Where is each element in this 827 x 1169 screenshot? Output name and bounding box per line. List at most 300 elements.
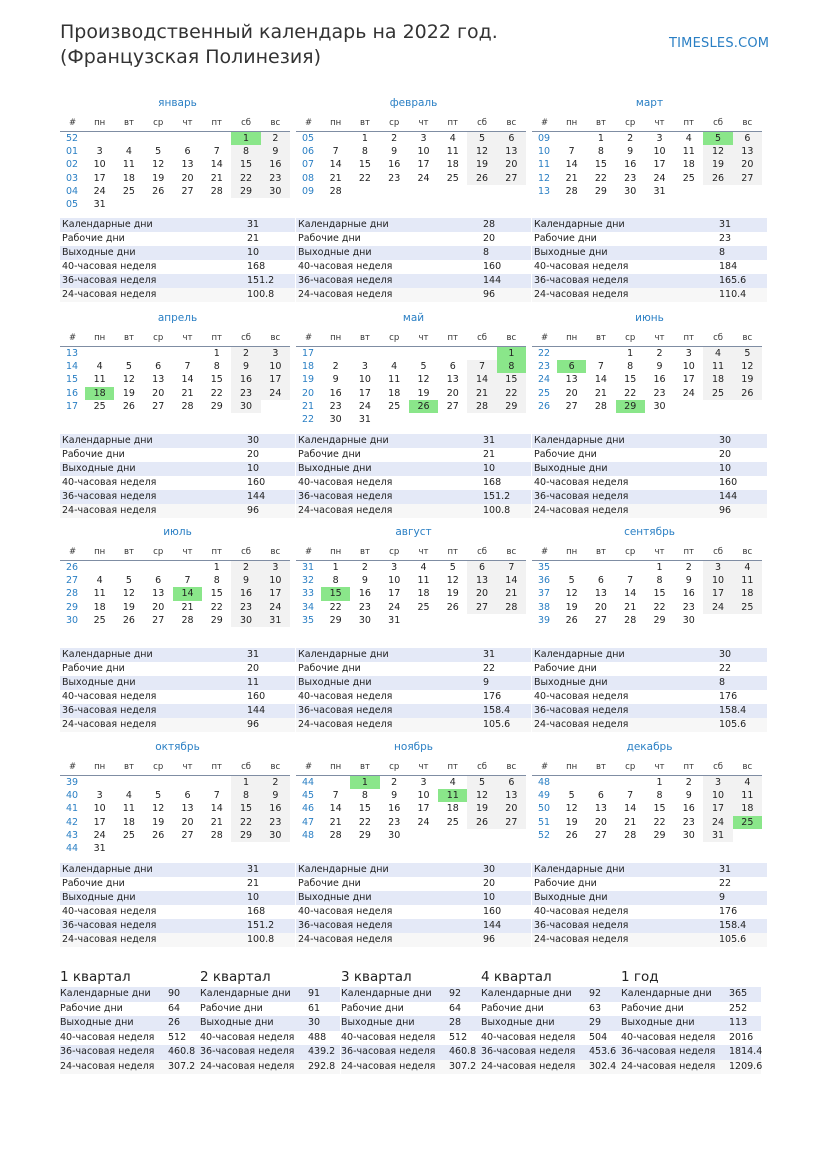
weekday-header: сб: [467, 758, 496, 776]
day-cell: 3: [420, 133, 427, 144]
stat-value: 100.8: [483, 504, 531, 518]
day-cell: 31: [358, 414, 371, 426]
stat-value: 144: [247, 704, 295, 718]
day-cell: 17: [703, 587, 732, 600]
week-number: 30: [66, 614, 79, 626]
day-cell: 26: [122, 614, 135, 626]
stat-label: 40-часовая неделя: [60, 260, 247, 274]
weekday-header: вт: [586, 114, 615, 132]
weekday-header: пт: [674, 758, 703, 776]
stat-label: 24-часовая неделя: [60, 504, 247, 518]
day-cell: 30: [231, 400, 260, 413]
day-cell: 10: [682, 361, 695, 373]
quarter-stat-value: 460.8: [449, 1045, 481, 1060]
site-link[interactable]: TIMESLES.COM: [669, 36, 770, 51]
week-number: 02: [66, 159, 79, 171]
stat-value: 110.4: [719, 288, 767, 302]
day-cell: [467, 413, 496, 426]
day-cell: 22: [358, 816, 371, 828]
day-cell: 19: [565, 816, 578, 828]
day-cell: 6: [155, 575, 162, 587]
title-line-2: (Французская Полинезия): [60, 46, 322, 68]
day-cell: 30: [329, 414, 342, 426]
day-cell: 22: [210, 387, 223, 399]
day-cell: 1: [213, 348, 220, 359]
stat-value: 8: [719, 246, 767, 260]
stat-label: 40-часовая неделя: [532, 690, 719, 704]
day-cell: [202, 776, 231, 790]
day-cell: 8: [361, 790, 368, 802]
month-calendar: [60, 311, 295, 413]
stat-value: 9: [719, 891, 767, 905]
day-cell: 10: [261, 574, 290, 587]
month-stats: [532, 434, 767, 518]
week-number: 26: [538, 400, 551, 412]
week-number: 37: [538, 588, 551, 600]
week-row: [296, 185, 526, 198]
quarter-stat-label: Календарные дни: [60, 987, 168, 1002]
stat-value: 144: [483, 274, 531, 288]
day-cell: 28: [624, 614, 637, 626]
stat-label: Рабочие дни: [296, 448, 483, 462]
day-cell: [557, 561, 586, 575]
week-row: [532, 387, 762, 400]
day-cell: 21: [210, 816, 223, 828]
stat-value: 96: [247, 504, 295, 518]
week-row: [296, 789, 526, 802]
stat-label: 36-часовая неделя: [532, 704, 719, 718]
quarter-stat-label: Выходные дни: [481, 1016, 589, 1031]
day-cell: 8: [213, 361, 220, 373]
weekday-header: ср: [144, 329, 173, 347]
day-cell: 18: [388, 387, 401, 399]
day-cell: 17: [358, 387, 371, 399]
day-cell: 21: [329, 816, 342, 828]
day-cell: 22: [329, 601, 342, 613]
week-number: 35: [538, 562, 551, 573]
day-cell: [173, 776, 202, 790]
day-cell: 22: [358, 172, 371, 184]
month-table: [296, 114, 526, 198]
month-calendar: [532, 525, 767, 627]
week-row: [60, 373, 290, 386]
week-row: [296, 601, 526, 614]
day-cell: 16: [653, 374, 666, 386]
day-cell: 17: [388, 588, 401, 600]
month-table: [296, 329, 526, 426]
week-row: [60, 601, 290, 614]
day-cell: 7: [467, 360, 496, 373]
weekday-header: пн: [557, 758, 586, 776]
day-cell: 6: [733, 132, 762, 146]
stat-label: 40-часовая неделя: [296, 260, 483, 274]
weekday-header: #: [296, 758, 321, 776]
month-stats: [60, 434, 295, 518]
stat-value: 176: [719, 905, 767, 919]
day-cell: 13: [497, 145, 526, 158]
weekday-header: #: [296, 114, 321, 132]
week-row: [60, 360, 290, 373]
day-cell: 24: [93, 185, 106, 197]
weekday-header: #: [532, 543, 557, 561]
week-number: 52: [538, 829, 551, 841]
month-calendar: [532, 740, 767, 842]
weekday-header: сб: [703, 329, 732, 347]
stat-value: 10: [483, 891, 531, 905]
day-cell: 10: [388, 575, 401, 587]
day-cell: 11: [388, 374, 401, 386]
weekday-header: вс: [261, 543, 290, 561]
month-stats: [296, 648, 531, 732]
quarter-stat-value: 90: [168, 987, 200, 1002]
quarter-stat-value: 92: [449, 987, 481, 1002]
day-cell: 18: [85, 387, 114, 400]
day-cell: 20: [467, 587, 496, 600]
day-cell: 14: [624, 803, 637, 815]
day-cell: 9: [361, 575, 368, 587]
day-cell: 9: [685, 575, 692, 587]
stat-value: 160: [719, 476, 767, 490]
week-number: 18: [302, 361, 315, 373]
week-number: 43: [66, 829, 79, 841]
day-cell: 14: [210, 159, 223, 171]
day-cell: 31: [93, 199, 106, 211]
day-cell: 11: [93, 374, 106, 386]
week-number: 16: [66, 387, 79, 399]
day-cell: 26: [467, 816, 496, 829]
day-cell: 26: [565, 614, 578, 626]
month-calendar: [296, 311, 531, 426]
quarter-stat-value: 488: [308, 1031, 340, 1046]
day-cell: [438, 829, 467, 842]
quarter-stat-label: 40-часовая неделя: [621, 1031, 729, 1046]
day-cell: 23: [388, 172, 401, 184]
day-cell: 13: [594, 588, 607, 600]
stat-label: 36-часовая неделя: [296, 704, 483, 718]
day-cell: [85, 776, 114, 790]
stat-value: 100.8: [247, 288, 295, 302]
stat-label: 36-часовая неделя: [60, 490, 247, 504]
weekday-header: вс: [497, 114, 526, 132]
day-cell: [144, 561, 173, 575]
day-cell: 12: [467, 145, 496, 158]
weekday-header: пт: [438, 758, 467, 776]
quarter-summary: [60, 968, 200, 1074]
weekday-header: чт: [173, 329, 202, 347]
day-cell: 28: [210, 185, 223, 197]
week-number: 38: [538, 601, 551, 613]
stat-value: 168: [247, 260, 295, 274]
day-cell: 19: [446, 588, 459, 600]
stat-label: Рабочие дни: [296, 877, 483, 891]
weekday-header: пн: [85, 758, 114, 776]
day-cell: 4: [125, 146, 132, 158]
day-cell: 23: [653, 387, 666, 399]
weekday-header: пт: [202, 758, 231, 776]
weekday-header: вт: [350, 329, 379, 347]
weekday-header: пн: [557, 114, 586, 132]
quarter-stat-value: 512: [449, 1031, 481, 1046]
week-number: 44: [302, 777, 315, 788]
day-cell: 9: [656, 361, 663, 373]
stat-value: 10: [247, 891, 295, 905]
day-cell: 3: [656, 133, 663, 144]
day-cell: 21: [624, 601, 637, 613]
day-cell: 14: [210, 803, 223, 815]
week-number: 12: [538, 172, 551, 184]
day-cell: 28: [594, 400, 607, 412]
month-calendar: [60, 740, 295, 855]
weekday-header: вт: [586, 758, 615, 776]
week-row: [296, 561, 526, 575]
weekday-header: сб: [703, 758, 732, 776]
month-name: январь: [158, 97, 197, 109]
day-cell: 23: [682, 601, 695, 613]
month-name: май: [402, 312, 425, 324]
week-row: [296, 360, 526, 373]
stat-label: Рабочие дни: [532, 662, 719, 676]
stat-label: Календарные дни: [532, 434, 719, 448]
day-cell: 16: [231, 373, 260, 386]
stat-label: 24-часовая неделя: [532, 288, 719, 302]
quarter-stat-label: Рабочие дни: [341, 1002, 449, 1017]
day-cell: 12: [446, 575, 459, 587]
day-cell: 7: [332, 790, 339, 802]
week-number: 05: [66, 199, 79, 211]
day-cell: 8: [213, 575, 220, 587]
day-cell: [144, 776, 173, 790]
day-cell: 25: [388, 400, 401, 412]
stat-label: 36-часовая неделя: [296, 490, 483, 504]
stat-value: 30: [483, 863, 531, 877]
day-cell: 14: [329, 159, 342, 171]
day-cell: 30: [261, 185, 290, 198]
day-cell: 3: [261, 347, 290, 361]
week-number: 49: [538, 790, 551, 802]
day-cell: 30: [388, 829, 401, 841]
week-number: 48: [538, 777, 551, 788]
day-cell: [202, 132, 231, 146]
day-cell: [85, 132, 114, 146]
week-row: [60, 829, 290, 842]
day-cell: 24: [388, 601, 401, 613]
day-cell: 17: [417, 803, 430, 815]
week-number: 10: [538, 146, 551, 158]
day-cell: 27: [152, 614, 165, 626]
stat-value: 30: [719, 648, 767, 662]
day-cell: 16: [624, 159, 637, 171]
day-cell: 19: [703, 158, 732, 171]
stat-value: 105.6: [483, 718, 531, 732]
day-cell: 30: [231, 614, 260, 627]
day-cell: [438, 614, 467, 627]
day-cell: 30: [358, 614, 371, 626]
day-cell: 29: [616, 400, 645, 413]
week-row: [532, 360, 762, 373]
day-cell: [557, 776, 586, 790]
day-cell: 4: [449, 777, 456, 788]
day-cell: 16: [261, 158, 290, 171]
day-cell: 9: [261, 789, 290, 802]
stat-value: 20: [247, 448, 295, 462]
stat-value: 23: [719, 232, 767, 246]
weekday-header: сб: [231, 543, 260, 561]
stat-label: 36-часовая неделя: [532, 274, 719, 288]
day-cell: 12: [565, 803, 578, 815]
day-cell: 17: [682, 374, 695, 386]
month-stats: [296, 218, 531, 302]
quarter-stat-label: 36-часовая неделя: [481, 1045, 589, 1060]
day-cell: 4: [125, 790, 132, 802]
week-row: [296, 347, 526, 361]
stat-label: Выходные дни: [60, 676, 247, 690]
day-cell: 18: [417, 588, 430, 600]
day-cell: 11: [122, 159, 135, 171]
day-cell: [497, 829, 526, 842]
day-cell: 11: [93, 588, 106, 600]
quarter-title: 2 квартал: [200, 969, 271, 985]
day-cell: 15: [594, 159, 607, 171]
week-number: 23: [538, 361, 551, 373]
weekday-header: пн: [321, 758, 350, 776]
day-cell: 12: [122, 374, 135, 386]
day-cell: 2: [332, 361, 339, 373]
stat-value: 31: [483, 648, 531, 662]
stat-value: 20: [247, 662, 295, 676]
month-stats: [532, 218, 767, 302]
week-row: [532, 776, 762, 790]
week-number: 39: [538, 614, 551, 626]
week-number: 36: [538, 575, 551, 587]
weekday-header: #: [60, 329, 85, 347]
quarter-stat-value: 63: [589, 1002, 621, 1017]
day-cell: 9: [231, 360, 260, 373]
month-table: [296, 543, 526, 627]
stat-label: Календарные дни: [60, 218, 247, 232]
day-cell: 2: [261, 132, 290, 146]
day-cell: 20: [594, 816, 607, 828]
day-cell: 12: [152, 159, 165, 171]
stat-value: 22: [719, 662, 767, 676]
month-stats: [60, 863, 295, 947]
day-cell: [409, 413, 438, 426]
day-cell: 18: [682, 159, 695, 171]
weekday-header: вт: [586, 543, 615, 561]
day-cell: 4: [96, 575, 103, 587]
day-cell: [321, 132, 350, 146]
stat-label: 40-часовая неделя: [60, 690, 247, 704]
week-row: [296, 158, 526, 171]
stat-value: 31: [247, 218, 295, 232]
month-table: [532, 758, 762, 842]
day-cell: [586, 347, 615, 361]
stat-label: Календарные дни: [532, 648, 719, 662]
stat-label: Выходные дни: [296, 676, 483, 690]
stat-label: 40-часовая неделя: [60, 476, 247, 490]
weekday-header: чт: [645, 114, 674, 132]
quarter-summary: [341, 968, 481, 1074]
day-cell: 2: [685, 777, 692, 788]
stat-label: Календарные дни: [60, 648, 247, 662]
month-calendar: [532, 311, 767, 413]
week-number: 28: [66, 588, 79, 600]
weekday-header: сб: [231, 758, 260, 776]
stat-value: 21: [483, 448, 531, 462]
day-cell: 13: [181, 803, 194, 815]
day-cell: 15: [358, 159, 371, 171]
stat-label: 40-часовая неделя: [60, 905, 247, 919]
stat-label: 24-часовая неделя: [296, 718, 483, 732]
day-cell: 15: [210, 588, 223, 600]
day-cell: 2: [685, 562, 692, 573]
week-number: 24: [538, 374, 551, 386]
stat-value: 30: [247, 434, 295, 448]
quarter-stat-label: 36-часовая неделя: [341, 1045, 449, 1060]
stat-value: 160: [483, 260, 531, 274]
day-cell: 14: [173, 587, 202, 600]
weekday-header: вс: [261, 758, 290, 776]
day-cell: 21: [181, 601, 194, 613]
day-cell: 26: [703, 172, 732, 185]
month-table: [60, 329, 290, 413]
stat-value: 8: [719, 676, 767, 690]
quarter-stat-label: Календарные дни: [481, 987, 589, 1002]
day-cell: [114, 561, 143, 575]
day-cell: 5: [155, 146, 162, 158]
quarter-stat-label: 36-часовая неделя: [621, 1045, 729, 1060]
day-cell: 16: [682, 803, 695, 815]
day-cell: 7: [597, 361, 604, 373]
month-name: март: [635, 97, 664, 109]
week-row: [296, 373, 526, 386]
day-cell: 12: [565, 588, 578, 600]
weekday-header: #: [532, 758, 557, 776]
week-number: 33: [302, 588, 315, 600]
week-number: 09: [538, 133, 551, 144]
stat-label: 24-часовая неделя: [60, 718, 247, 732]
quarter-stat-value: 307.2: [168, 1060, 200, 1075]
day-cell: [350, 185, 379, 198]
week-number: 47: [302, 816, 315, 828]
day-cell: 6: [497, 132, 526, 146]
week-row: [532, 172, 762, 185]
week-number: 45: [302, 790, 315, 802]
day-cell: 22: [231, 172, 260, 185]
day-cell: 29: [358, 829, 371, 841]
week-row: [532, 145, 762, 158]
month-stats: [296, 863, 531, 947]
quarter-stat-label: 24-часовая неделя: [200, 1060, 308, 1075]
quarter-stat-value: 28: [449, 1016, 481, 1031]
day-cell: 5: [703, 132, 732, 146]
day-cell: 25: [93, 400, 106, 412]
stat-label: 40-часовая неделя: [296, 476, 483, 490]
day-cell: 27: [594, 614, 607, 626]
weekday-header: пт: [438, 543, 467, 561]
weekday-header: ср: [616, 543, 645, 561]
day-cell: 7: [184, 361, 191, 373]
day-cell: 28: [329, 185, 342, 197]
stat-label: Рабочие дни: [60, 232, 247, 246]
day-cell: [202, 198, 231, 211]
stat-value: 20: [483, 877, 531, 891]
quarter-stat-value: 64: [449, 1002, 481, 1017]
day-cell: [144, 842, 173, 855]
day-cell: 15: [210, 374, 223, 386]
month-calendar: [296, 740, 531, 842]
stat-value: 151.2: [247, 919, 295, 933]
stat-label: Выходные дни: [532, 891, 719, 905]
